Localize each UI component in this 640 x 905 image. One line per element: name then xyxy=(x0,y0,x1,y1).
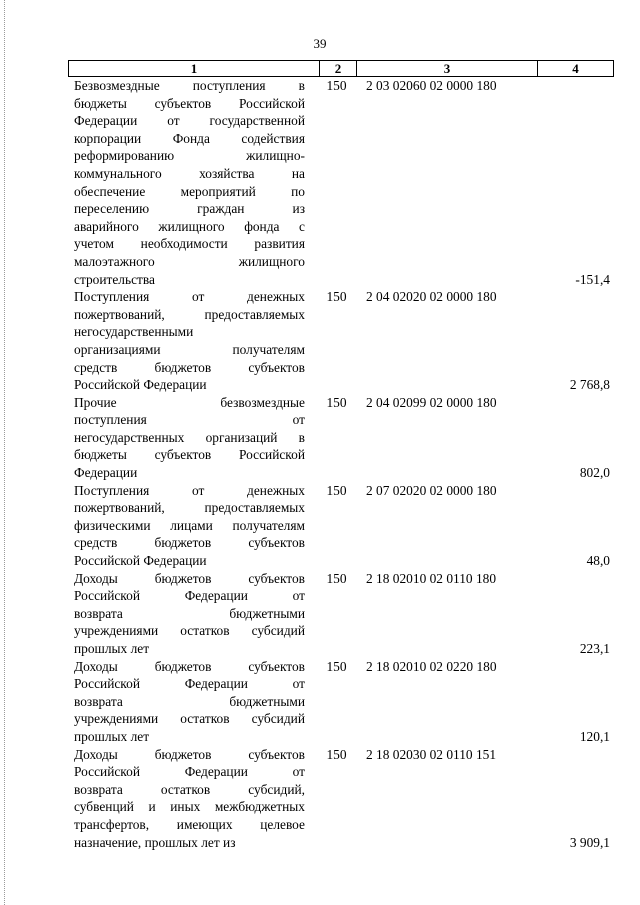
description-line: коммунального хозяйства на xyxy=(74,165,305,181)
table-body xyxy=(68,77,614,851)
amount: 120,1 xyxy=(579,728,610,744)
description-line: Российской Федерации от xyxy=(74,588,305,604)
amount: 223,1 xyxy=(579,641,610,656)
table-header xyxy=(68,60,614,77)
scan-edge xyxy=(4,0,5,905)
budget-classification-code: 2 04 02020 02 0000 180 xyxy=(366,289,497,305)
budget-classification-code: 2 18 02030 02 0110 151 xyxy=(366,746,497,762)
description-line: средств бюджетов субъектов xyxy=(74,535,305,551)
description-line: организациями получателям xyxy=(74,341,305,357)
header-col-3: 3 xyxy=(356,61,537,76)
budget-classification-code: 2 07 02020 02 0000 180 xyxy=(366,482,497,498)
description-line: пожертвований, предоставляемых xyxy=(74,500,305,516)
amount: 3 909,1 xyxy=(569,834,610,850)
description-line: назначение, прошлых лет из xyxy=(74,834,236,850)
table-row xyxy=(68,658,614,746)
description-line: Безвозмездные поступления в xyxy=(74,78,305,93)
description-line: пожертвований, предоставляемых xyxy=(74,306,305,322)
amount-cell xyxy=(536,482,612,570)
description-line: негосударственными xyxy=(74,324,194,340)
description-line: Доходы бюджетов субъектов xyxy=(74,746,305,762)
table-row xyxy=(68,288,614,394)
admin-code: 150 xyxy=(326,746,347,762)
description-line: прошлых лет xyxy=(74,728,150,744)
amount-cell xyxy=(536,288,612,394)
amount-cell xyxy=(536,746,612,852)
admin-code: 150 xyxy=(326,394,347,410)
description-line: возврата бюджетными xyxy=(74,605,305,621)
description-line: строительства xyxy=(74,271,155,287)
revenue-description xyxy=(74,482,305,570)
budget-classification-code: 2 18 02010 02 0220 180 xyxy=(366,658,497,674)
description-line: Поступления от денежных xyxy=(74,289,305,305)
amount: -151,4 xyxy=(575,271,610,287)
description-line: Федерации xyxy=(74,465,138,481)
amount: 2 768,8 xyxy=(569,377,610,393)
admin-code: 150 xyxy=(326,570,347,586)
description-line: Доходы бюджетов субъектов xyxy=(74,658,305,674)
description-line: Российской Федерации xyxy=(74,377,207,393)
description-line: возврата остатков субсидий, xyxy=(74,781,305,797)
description-line: переселению граждан из xyxy=(74,201,305,217)
table-row xyxy=(68,570,614,658)
description-line: физическими лицами получателям xyxy=(74,517,305,533)
description-line: Российской Федерации xyxy=(74,553,207,569)
description-line: Прочие безвозмездные xyxy=(74,394,305,410)
table-row xyxy=(68,77,614,288)
description-line: аварийного жилищного фонда с xyxy=(74,218,305,234)
description-line: корпорации Фонда содействия xyxy=(74,130,305,146)
amount: 48,0 xyxy=(586,553,610,569)
description-line: малоэтажного жилищного xyxy=(74,253,305,269)
description-line: Поступления от денежных xyxy=(74,482,305,498)
description-line: поступления от xyxy=(74,412,305,428)
revenue-description xyxy=(74,77,305,288)
revenue-description xyxy=(74,746,305,852)
description-line: Российской Федерации от xyxy=(74,676,305,692)
description-line: негосударственных организаций в xyxy=(74,429,305,445)
description-line: Доходы бюджетов субъектов xyxy=(74,570,305,586)
description-line: Российской Федерации от xyxy=(74,764,305,780)
revenue-description xyxy=(74,570,305,658)
admin-code: 150 xyxy=(326,658,347,674)
description-line: реформированию жилищно- xyxy=(74,148,305,164)
table-row xyxy=(68,394,614,482)
header-col-1: 1 xyxy=(190,61,198,76)
page-number: 39 xyxy=(313,36,327,51)
description-line: обеспечение мероприятий по xyxy=(74,183,305,199)
description-line: Федерации от государственной xyxy=(74,113,305,129)
header-col-2: 2 xyxy=(319,61,356,76)
amount-cell xyxy=(536,77,612,288)
description-line: прошлых лет xyxy=(74,641,150,656)
description-line: учреждениями остатков субсидий xyxy=(74,711,305,727)
amount-cell xyxy=(536,570,612,658)
description-line: бюджеты субъектов Российской xyxy=(74,95,305,111)
budget-classification-code: 2 04 02099 02 0000 180 xyxy=(366,394,497,410)
revenue-description xyxy=(74,394,305,482)
description-line: учреждениями остатков субсидий xyxy=(74,623,305,639)
admin-code: 150 xyxy=(326,482,347,498)
header-col-4: 4 xyxy=(537,61,613,76)
amount: 802,0 xyxy=(579,465,610,481)
table-row xyxy=(68,482,614,570)
description-line: трансфертов, имеющих целевое xyxy=(74,816,305,832)
revenue-description xyxy=(74,288,305,394)
description-line: возврата бюджетными xyxy=(74,693,305,709)
admin-code: 150 xyxy=(326,78,347,93)
amount-cell xyxy=(536,658,612,746)
revenue-table xyxy=(68,60,614,851)
revenue-description xyxy=(74,658,305,746)
description-line: бюджеты субъектов Российской xyxy=(74,447,305,463)
description-line: средств бюджетов субъектов xyxy=(74,359,305,375)
table-row xyxy=(68,746,614,852)
admin-code: 150 xyxy=(326,289,347,305)
description-line: субвенций и иных межбюджетных xyxy=(74,799,305,815)
description-line: учетом необходимости развития xyxy=(74,236,305,252)
budget-classification-code: 2 03 02060 02 0000 180 xyxy=(366,78,497,93)
amount-cell xyxy=(536,394,612,482)
budget-classification-code: 2 18 02010 02 0110 180 xyxy=(366,570,497,586)
